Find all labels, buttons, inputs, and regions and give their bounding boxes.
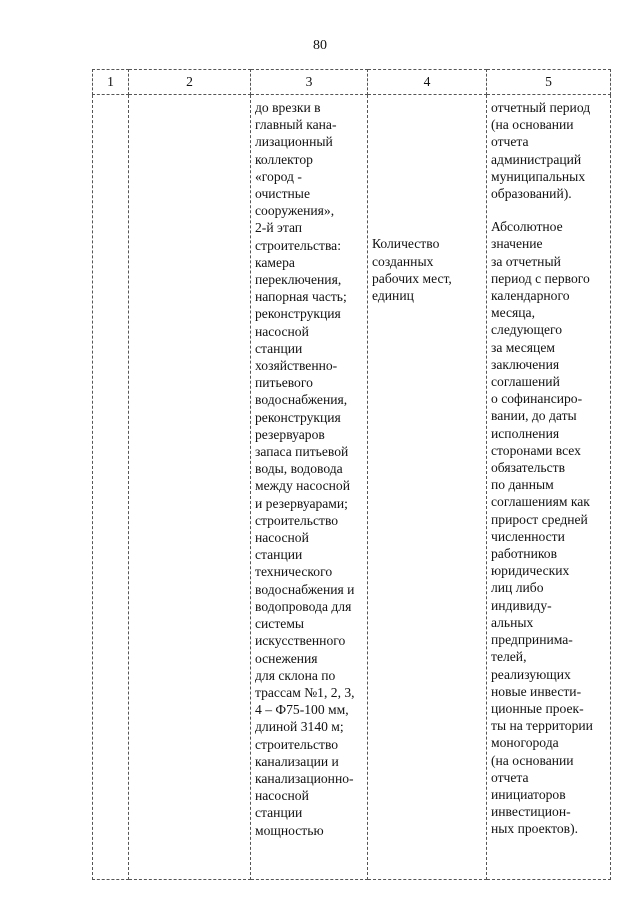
cell-text-line: системы: [255, 616, 305, 632]
cell-text-line: индивиду-: [491, 597, 552, 613]
cell-text-line: искусственного: [255, 633, 346, 649]
cell-text-line: значение: [491, 236, 543, 252]
cell-text-line: ционные проек-: [491, 700, 584, 716]
column-header-5: 5: [487, 70, 611, 95]
column-header-3: 3: [251, 70, 368, 95]
cell-text-line: для склона по: [255, 667, 336, 683]
cell-text-line: станции: [255, 340, 303, 356]
cell-text-line: за отчетный: [491, 253, 561, 269]
cell-text-line: моногорода: [491, 735, 559, 751]
cell-text-line: насосной: [255, 323, 309, 339]
cell-text-line: технического: [255, 564, 333, 580]
cell-text-line: отчета: [491, 134, 529, 150]
cell-text-line: главный кана-: [255, 117, 337, 133]
cell-text-line: станции: [255, 547, 303, 563]
cell-text-line: муниципальных: [491, 168, 586, 184]
cell-text-line: вании, до даты: [491, 408, 577, 424]
cell-text-line: реконструкция: [255, 306, 341, 322]
cell-text-line: по данным: [491, 477, 554, 493]
cell-text-line: ных проектов).: [491, 821, 578, 837]
cell-text-line: напорная часть;: [255, 289, 347, 305]
cell-text-line: водопровода для: [255, 598, 352, 614]
cell-text-line: телей,: [491, 649, 527, 665]
table-header-row: [93, 70, 611, 95]
column-header-2: 2: [129, 70, 251, 95]
cell-text-line: заключения: [491, 356, 560, 372]
cell-text-line: работников: [491, 546, 557, 562]
cell-col-4-indicator: [368, 95, 487, 880]
cell-text-line: альных: [491, 614, 534, 630]
cell-col-5-calculation-method: [487, 95, 611, 880]
cell-text-line: между насосной: [255, 478, 350, 494]
cell-text-line: реконструкция: [255, 409, 341, 425]
cell-text-line: 4 – Ф75-100 мм,: [255, 702, 349, 718]
cell-text-line: период с первого: [491, 270, 590, 286]
cell-text-line: хозяйственно-: [255, 358, 338, 374]
cell-text-line: Количество: [372, 236, 440, 252]
cell-text-line: предпринима-: [491, 632, 573, 648]
cell-text-line: сооружения»,: [255, 203, 335, 219]
cell-text-line: календарного: [491, 288, 570, 304]
cell-text-line: юридических: [491, 563, 570, 579]
cell-text-line: запаса питьевой: [255, 444, 349, 460]
cell-text-line: 2-й этап: [255, 220, 303, 236]
cell-text-line: резервуаров: [255, 426, 325, 442]
cell-text-line: коллектор: [255, 151, 313, 167]
cell-text-line: соглашениям как: [491, 494, 590, 510]
cell-text-line: и резервуарами;: [255, 495, 348, 511]
cell-text-line: камера: [255, 254, 295, 270]
cell-text-line: (на основании: [491, 117, 574, 133]
cell-col-3-object-description: [251, 95, 368, 880]
cell-text-line: за месяцем: [491, 339, 555, 355]
cell-text-line: прирост средней: [491, 511, 588, 527]
cell-text-line: сторонами всех: [491, 442, 581, 458]
cell-text-line: следующего: [491, 322, 563, 338]
column-header-4: 4: [368, 70, 487, 95]
cell-text-line: водоснабжения и: [255, 581, 355, 597]
cell-text-line: насосной: [255, 530, 309, 546]
cell-text-line: созданных: [372, 253, 434, 269]
cell-text-line: отчетный период: [491, 100, 591, 115]
cell-text-line: новые инвести-: [491, 683, 582, 699]
cell-text-line: инвестицион-: [491, 804, 571, 820]
cell-text-line: обязательств: [491, 460, 566, 476]
cell-text-line: лиц либо: [491, 580, 544, 596]
cell-text-line: соглашений: [491, 374, 560, 390]
cell-text-line: строительство: [255, 512, 339, 528]
cell-text-line: рабочих мест,: [372, 270, 452, 286]
column-header-1: 1: [93, 70, 129, 95]
cell-text-line: длиной 3140 м;: [255, 719, 344, 735]
cell-text-line: реализующих: [491, 666, 571, 682]
cell-text-line: отчета: [491, 769, 529, 785]
cell-text-line: воды, водовода: [255, 461, 343, 477]
cell-text-line: лизационный: [255, 134, 333, 150]
cell-text-line: водоснабжения,: [255, 392, 348, 408]
cell-text-line: численности: [491, 528, 565, 544]
cell-col-2: [129, 95, 251, 880]
table-row: [93, 95, 611, 880]
cell-text-line: переключения,: [255, 272, 342, 288]
cell-text-line: очистные: [255, 186, 310, 202]
cell-text-line: (на основании: [491, 752, 574, 768]
cell-text-line: администраций: [491, 151, 582, 167]
cell-text-line: строительства:: [255, 237, 341, 253]
cell-col-1: [93, 95, 129, 880]
cell-text-line: станции: [255, 805, 303, 821]
cell-text-line: о софинансиро-: [491, 391, 583, 407]
cell-text-line: исполнения: [491, 425, 560, 441]
cell-text-line: канализационно-: [255, 770, 354, 786]
cell-text-line: насосной: [255, 788, 309, 804]
cell-text-line: образований).: [491, 186, 572, 202]
cell-text-line: инициаторов: [491, 786, 566, 802]
data-table: [92, 69, 611, 880]
cell-text-line: единиц: [372, 288, 414, 303]
cell-text-line: месяца,: [491, 305, 535, 321]
cell-text-line: строительство: [255, 736, 339, 752]
cell-text-line: трассам №1, 2, 3,: [255, 684, 355, 700]
cell-text-line: до врезки в: [255, 100, 321, 115]
cell-text-line: ты на территории: [491, 718, 593, 734]
page-number: 80: [313, 38, 327, 53]
cell-text-line: мощностью: [255, 822, 324, 838]
cell-text-line: оснежения: [255, 650, 318, 666]
cell-text-line: «город -: [255, 168, 302, 184]
cell-text-line: Абсолютное: [491, 219, 563, 235]
cell-text-line: канализации и: [255, 753, 339, 769]
cell-text-line: питьевого: [255, 375, 313, 391]
